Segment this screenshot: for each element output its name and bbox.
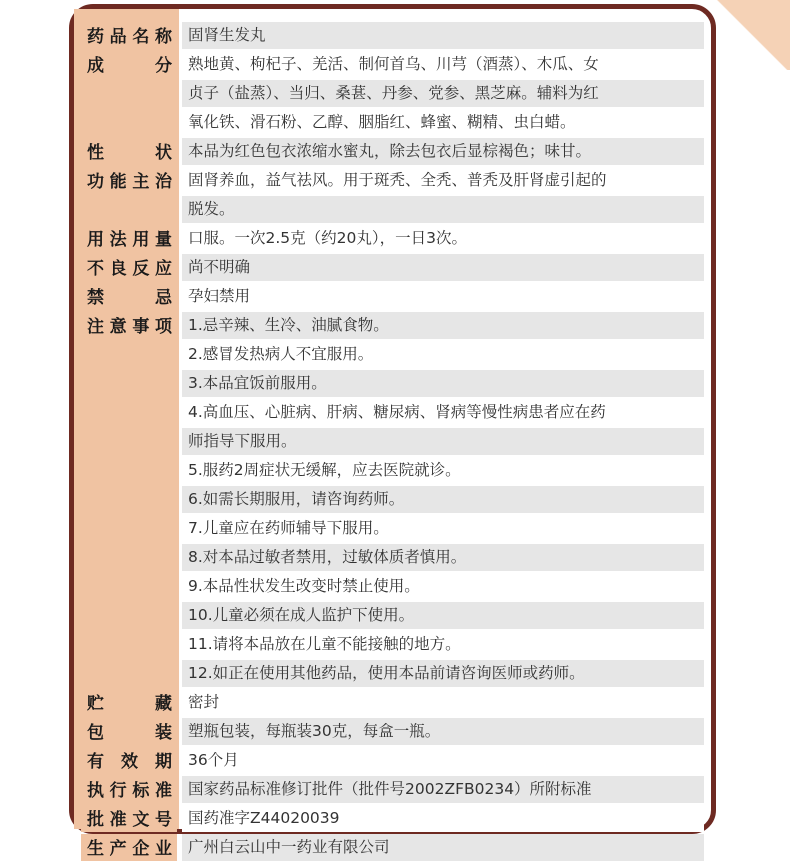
row-value-line: 36个月 <box>182 747 704 774</box>
row-value-line: 8.对本品过敏者禁用，过敏体质者慎用。 <box>182 544 704 571</box>
row-values <box>182 254 704 281</box>
row-value-line: 孕妇禁用 <box>182 283 704 310</box>
row-value-line: 11.请将本品放在儿童不能接触的地方。 <box>182 631 704 658</box>
row-value-line: 氧化铁、滑石粉、乙醇、胭脂红、蜂蜜、糊精、虫白蜡。 <box>182 109 704 136</box>
row-label: 执行标准 <box>81 776 177 803</box>
row-values <box>182 312 704 687</box>
row-label: 用法用量 <box>81 225 177 252</box>
row-label: 药品名称 <box>81 22 177 49</box>
row-value-line: 9.本品性状发生改变时禁止使用。 <box>182 573 704 600</box>
row-label: 批准文号 <box>81 805 177 832</box>
row-label: 生产企业 <box>81 834 177 861</box>
drug-info-table <box>69 4 716 859</box>
row-value-line: 6.如需长期服用，请咨询药师。 <box>182 486 704 513</box>
row-value-line: 4.高血压、心脏病、肝病、糖尿病、肾病等慢性病患者应在药 <box>182 399 704 426</box>
row-values <box>182 225 704 252</box>
row-label: 有 效 期 <box>81 747 177 774</box>
row-values <box>182 283 704 310</box>
row-label: 成 分 <box>81 51 177 136</box>
row-value-line: 3.本品宜饭前服用。 <box>182 370 704 397</box>
table-row <box>81 805 704 832</box>
row-value-line: 密封 <box>182 689 704 716</box>
row-value-line: 尚不明确 <box>182 254 704 281</box>
row-label: 性 状 <box>81 138 177 165</box>
table-rows <box>81 22 704 863</box>
row-values <box>182 51 704 136</box>
row-values <box>182 718 704 745</box>
row-label: 禁 忌 <box>81 283 177 310</box>
table-row <box>81 138 704 165</box>
table-row <box>81 254 704 281</box>
row-value-line: 广州白云山中一药业有限公司 <box>182 834 704 861</box>
row-value-line: 7.儿童应在药师辅导下服用。 <box>182 515 704 542</box>
row-label: 贮 藏 <box>81 689 177 716</box>
row-values <box>182 167 704 223</box>
row-value-line: 本品为红色包衣浓缩水蜜丸，除去包衣后显棕褐色；味甘。 <box>182 138 704 165</box>
row-values <box>182 747 704 774</box>
row-value-line: 2.感冒发热病人不宜服用。 <box>182 341 704 368</box>
row-value-line: 脱发。 <box>182 196 704 223</box>
row-label: 不良反应 <box>81 254 177 281</box>
table-row <box>81 689 704 716</box>
row-value-line: 12.如正在使用其他药品，使用本品前请咨询医师或药师。 <box>182 660 704 687</box>
table-row <box>81 747 704 774</box>
row-value-line: 国药准字Z44020039 <box>182 805 704 832</box>
row-value-line: 口服。一次2.5克（约20丸），一日3次。 <box>182 225 704 252</box>
table-row <box>81 718 704 745</box>
row-label: 包 装 <box>81 718 177 745</box>
table-row <box>81 283 704 310</box>
row-value-line: 国家药品标准修订批件（批件号2002ZFB0234）所附标准 <box>182 776 704 803</box>
row-value-line: 塑瓶包装，每瓶装30克，每盒一瓶。 <box>182 718 704 745</box>
row-values <box>182 138 704 165</box>
row-value-line: 1.忌辛辣、生冷、油腻食物。 <box>182 312 704 339</box>
row-values <box>182 689 704 716</box>
row-values <box>182 834 704 861</box>
row-values <box>182 22 704 49</box>
row-label: 注意事项 <box>81 312 177 687</box>
table-row <box>81 312 704 687</box>
row-value-line: 师指导下服用。 <box>182 428 704 455</box>
table-row <box>81 776 704 803</box>
table-row <box>81 834 704 861</box>
row-value-line: 固肾养血，益气祛风。用于斑秃、全秃、普秃及肝肾虚引起的 <box>182 167 704 194</box>
table-row <box>81 51 704 136</box>
row-value-line: 固肾生发丸 <box>182 22 704 49</box>
row-value-line: 10.儿童必须在成人监护下使用。 <box>182 602 704 629</box>
row-label: 功能主治 <box>81 167 177 223</box>
row-value-line: 熟地黄、枸杞子、羌活、制何首乌、川芎（酒蒸）、木瓜、女 <box>182 51 704 78</box>
row-value-line: 贞子（盐蒸）、当归、桑葚、丹参、党参、黑芝麻。辅料为红 <box>182 80 704 107</box>
table-row <box>81 22 704 49</box>
table-row <box>81 167 704 223</box>
row-values <box>182 776 704 803</box>
row-values <box>182 805 704 832</box>
row-value-line: 5.服药2周症状无缓解，应去医院就诊。 <box>182 457 704 484</box>
table-row <box>81 225 704 252</box>
